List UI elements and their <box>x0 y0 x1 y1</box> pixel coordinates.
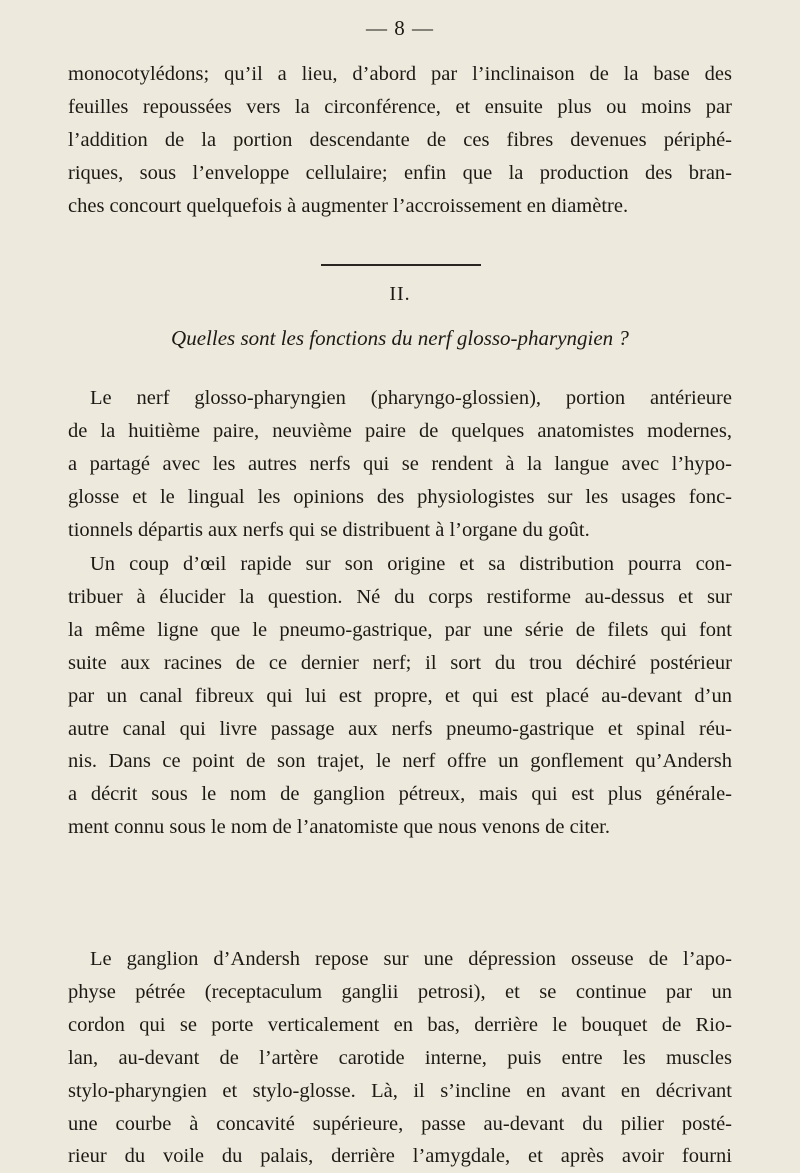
text-line: tionnels départis aux nerfs qui se distribuent à l’organe du goût. <box>68 518 590 541</box>
text-line: Un coup d’œil rapide sur son origine et sa distribution pourra con- <box>90 553 732 575</box>
text-line: riques, sous l’enveloppe cellulaire; enfin que la production des bran- <box>68 161 732 184</box>
section-question <box>68 326 732 351</box>
text-line: ment connu sous le nom de l’anatomiste que nous venons de citer. <box>68 816 610 839</box>
text-line: feuilles repoussées vers la circonférence, et ensuite plus ou moins par <box>68 95 732 118</box>
text-line: de la huitième paire, neuvième paire de quelques anatomistes modernes, <box>68 419 732 442</box>
text-line: stylo-pharyngien et stylo-glosse. Là, il s’incline en avant en décrivant <box>68 1079 732 1102</box>
section-number: II. <box>389 283 411 305</box>
question-text: Quelles sont les fonctions du nerf glosso-pharyngien ? <box>171 326 629 350</box>
paragraph-continued <box>68 58 732 223</box>
text-line: une courbe à concavité supérieure, passe au-devant du pilier posté- <box>68 1112 732 1135</box>
text-line: ches concourt quelquefois à augmenter l’accroissement en diamètre. <box>68 194 629 217</box>
section-divider <box>321 264 481 266</box>
text-line: Le nerf glosso-pharyngien (pharyngo-glossien), portion antérieure <box>90 387 732 409</box>
text-line: Le ganglion d’Andersh repose sur une dépression osseuse de l’apo- <box>90 948 732 970</box>
text-line: lan, au-devant de l’artère carotide interne, puis entre les muscles <box>68 1046 732 1069</box>
text-line: monocotylédons; qu’il a lieu, d’abord par l’inclinaison de la base des <box>68 63 732 85</box>
text-line: nis. Dans ce point de son trajet, le nerf offre un gonflement qu’Andersh <box>68 750 732 773</box>
page-number: — 8 — <box>366 16 434 40</box>
text-line: l’addition de la portion descendante de ces fibres devenues périphé- <box>68 128 732 151</box>
text-line: a partagé avec les autres nerfs qui se rendent à la langue avec l’hypo- <box>68 452 732 475</box>
text-line: la même ligne que le pneumo-gastrique, par une série de filets qui font <box>68 618 732 641</box>
paragraph-1 <box>68 382 732 547</box>
text-line: tribuer à élucider la question. Né du corps restiforme au-dessus et sur <box>68 585 732 608</box>
text-line: autre canal qui livre passage aux nerfs pneumo-gastrique et spinal réu- <box>68 717 732 740</box>
paragraph-2 <box>68 548 732 844</box>
paragraph-3 <box>68 943 732 1173</box>
text-line: suite aux racines de ce dernier nerf; il sort du trou déchiré postérieur <box>68 651 732 674</box>
text-line: a décrit sous le nom de ganglion pétreux, mais qui est plus générale- <box>68 783 732 806</box>
document-page <box>68 0 732 1168</box>
text-line: rieur du voile du palais, derrière l’amygdale, et après avoir fourni <box>68 1145 732 1168</box>
text-line: par un canal fibreux qui lui est propre, et qui est placé au-devant d’un <box>68 684 732 707</box>
text-line: glosse et le lingual les opinions des physiologistes sur les usages fonc- <box>68 485 732 508</box>
text-line: physe pétrée (receptaculum ganglii petrosi), et se continue par un <box>68 980 732 1003</box>
text-line: cordon qui se porte verticalement en bas, derrière le bouquet de Rio- <box>68 1013 732 1036</box>
